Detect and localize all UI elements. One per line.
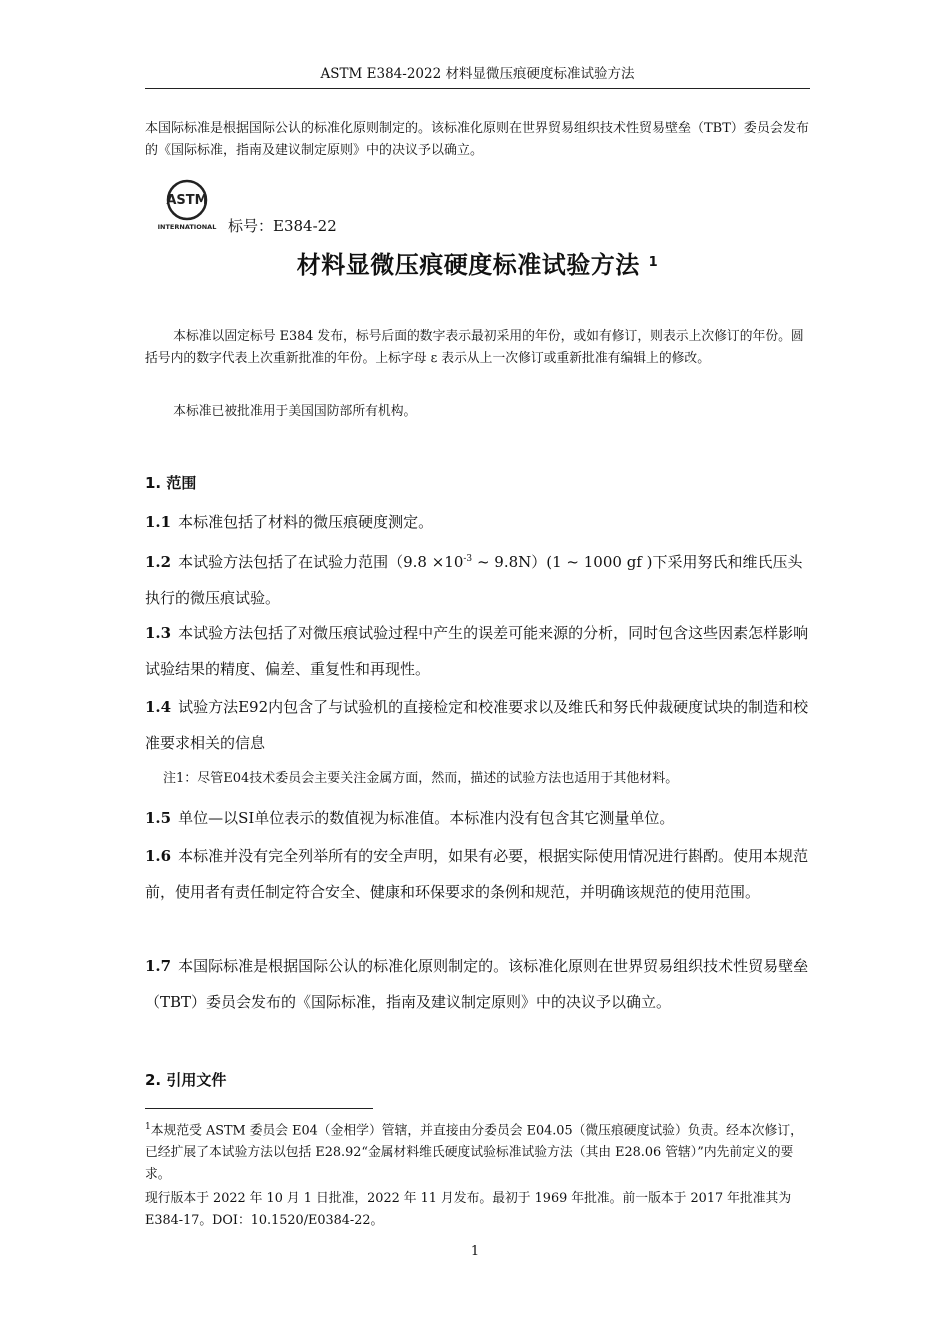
clause-text-cont: ~ 9.8N）(1 ~ 1000 gf )下采用努氏和维氏压头执行的微压痕试验。 bbox=[145, 553, 803, 607]
designation: 标号：E384-22 bbox=[228, 217, 337, 235]
clause-text: 试验方法E92内包含了与试验机的直接检定和校准要求以及维氏和努氏仲裁硬度试块的制造和校准要求相关的信息 bbox=[145, 698, 809, 752]
logo-subtitle: INTERNATIONAL bbox=[157, 223, 217, 231]
page-title bbox=[145, 248, 810, 282]
clause-number: 1.3 bbox=[145, 624, 172, 642]
footnote-approval: 现行版本于 2022 年 10 月 1 日批准，2022 年 11 月发布。最初于 1969 年批准。前一版本于 2017 年批准其为 E384-17。DOI：10.1520/E0384-22。 bbox=[145, 1191, 792, 1228]
running-header: ASTM E384-2022 材料显微压痕硬度标准试验方法 bbox=[320, 66, 635, 82]
clause-text: 单位—以SI单位表示的数值视为标准值。本标准内没有包含其它测量单位。 bbox=[178, 809, 675, 827]
clause-number: 1.7 bbox=[145, 957, 172, 975]
footnote-marker: 1 bbox=[145, 1122, 151, 1132]
footnote-rule bbox=[145, 1108, 373, 1109]
title-text: 材料显微压痕硬度标准试验方法 bbox=[296, 251, 640, 279]
clause-text: 本国际标准是根据国际公认的标准化原则制定的。该标准化原则在世界贸易组织技术性贸易壁垒（TBT）委员会发布的《国际标准，指南及建议制定原则》中的决议予以确立。 bbox=[145, 957, 809, 1011]
clause-text: 本标准包括了材料的微压痕硬度测定。 bbox=[178, 513, 434, 531]
clause-number: 1.6 bbox=[145, 847, 172, 865]
clause-text: 本试验方法包括了在试验力范围（9.8 ×10 bbox=[178, 553, 464, 571]
approval-statement: 本标准已被批准用于美国国防部所有机构。 bbox=[173, 404, 417, 419]
clause-number: 1.2 bbox=[145, 553, 172, 571]
clause-text: 本标准并没有完全列举所有的安全声明，如果有必要，根据实际使用情况进行斟酌。使用本规范前，使用者有责任制定符合安全、健康和环保要求的条例和规范，并明确该规范的使用范围。 bbox=[145, 847, 809, 901]
intro-paragraph: 本国际标准是根据国际公认的标准化原则制定的。该标准化原则在世界贸易组织技术性贸易壁垒（TBT）委员会发布的《国际标准，指南及建议制定原则》中的决议予以确立。 bbox=[145, 121, 809, 158]
clause-1-2 bbox=[145, 541, 810, 616]
clause-number: 1.4 bbox=[145, 698, 172, 716]
section-heading-scope: 1. 范围 bbox=[145, 474, 197, 492]
page-number: 1 bbox=[470, 1244, 480, 1259]
astm-logo bbox=[156, 178, 218, 232]
footnote-1 bbox=[145, 1116, 810, 1186]
clause-1-5 bbox=[145, 800, 810, 836]
clause-1-1 bbox=[145, 504, 810, 540]
clause-number: 1.1 bbox=[145, 513, 172, 531]
clause-text: 本试验方法包括了对微压痕试验过程中产生的误差可能来源的分析，同时包含这些因素怎样影响试验结果的精度、偏差、重复性和再现性。 bbox=[145, 624, 809, 678]
note-1: 注1：尽管E04技术委员会主要关注金属方面，然而，描述的试验方法也适用于其他材料。 bbox=[163, 771, 679, 786]
footnote-text: 本规范受 ASTM 委员会 E04（金相学）管辖，并直接由分委员会 E04.05（微压痕硬度试验）负责。经本次修订，已经扩展了本试验方法以包括 E28.92“金属材料维氏硬度试验标准试验方法（其由 E28.06 管辖）”内先前定义的要求。 bbox=[145, 1123, 803, 1183]
title-footnote-ref: 1 bbox=[648, 255, 659, 270]
section-heading-references: 2. 引用文件 bbox=[145, 1071, 227, 1089]
clause-number: 1.5 bbox=[145, 809, 172, 827]
clause-1-4 bbox=[145, 689, 810, 761]
clause-1-7 bbox=[145, 948, 810, 1020]
logo-letters: ASTM bbox=[166, 193, 208, 208]
clause-1-3 bbox=[145, 615, 810, 687]
exponent: -3 bbox=[463, 554, 473, 564]
header-rule bbox=[145, 88, 810, 89]
designation-statement: 本标准以固定标号 E384 发布，标号后面的数字表示最初采用的年份，或如有修订，则表示上次修订的年份。圆括号内的数字代表上次重新批准的年份。上标字母 ε 表示从上一次修订或重新批准有编辑上的修改。 bbox=[145, 329, 804, 366]
clause-1-6 bbox=[145, 838, 810, 910]
